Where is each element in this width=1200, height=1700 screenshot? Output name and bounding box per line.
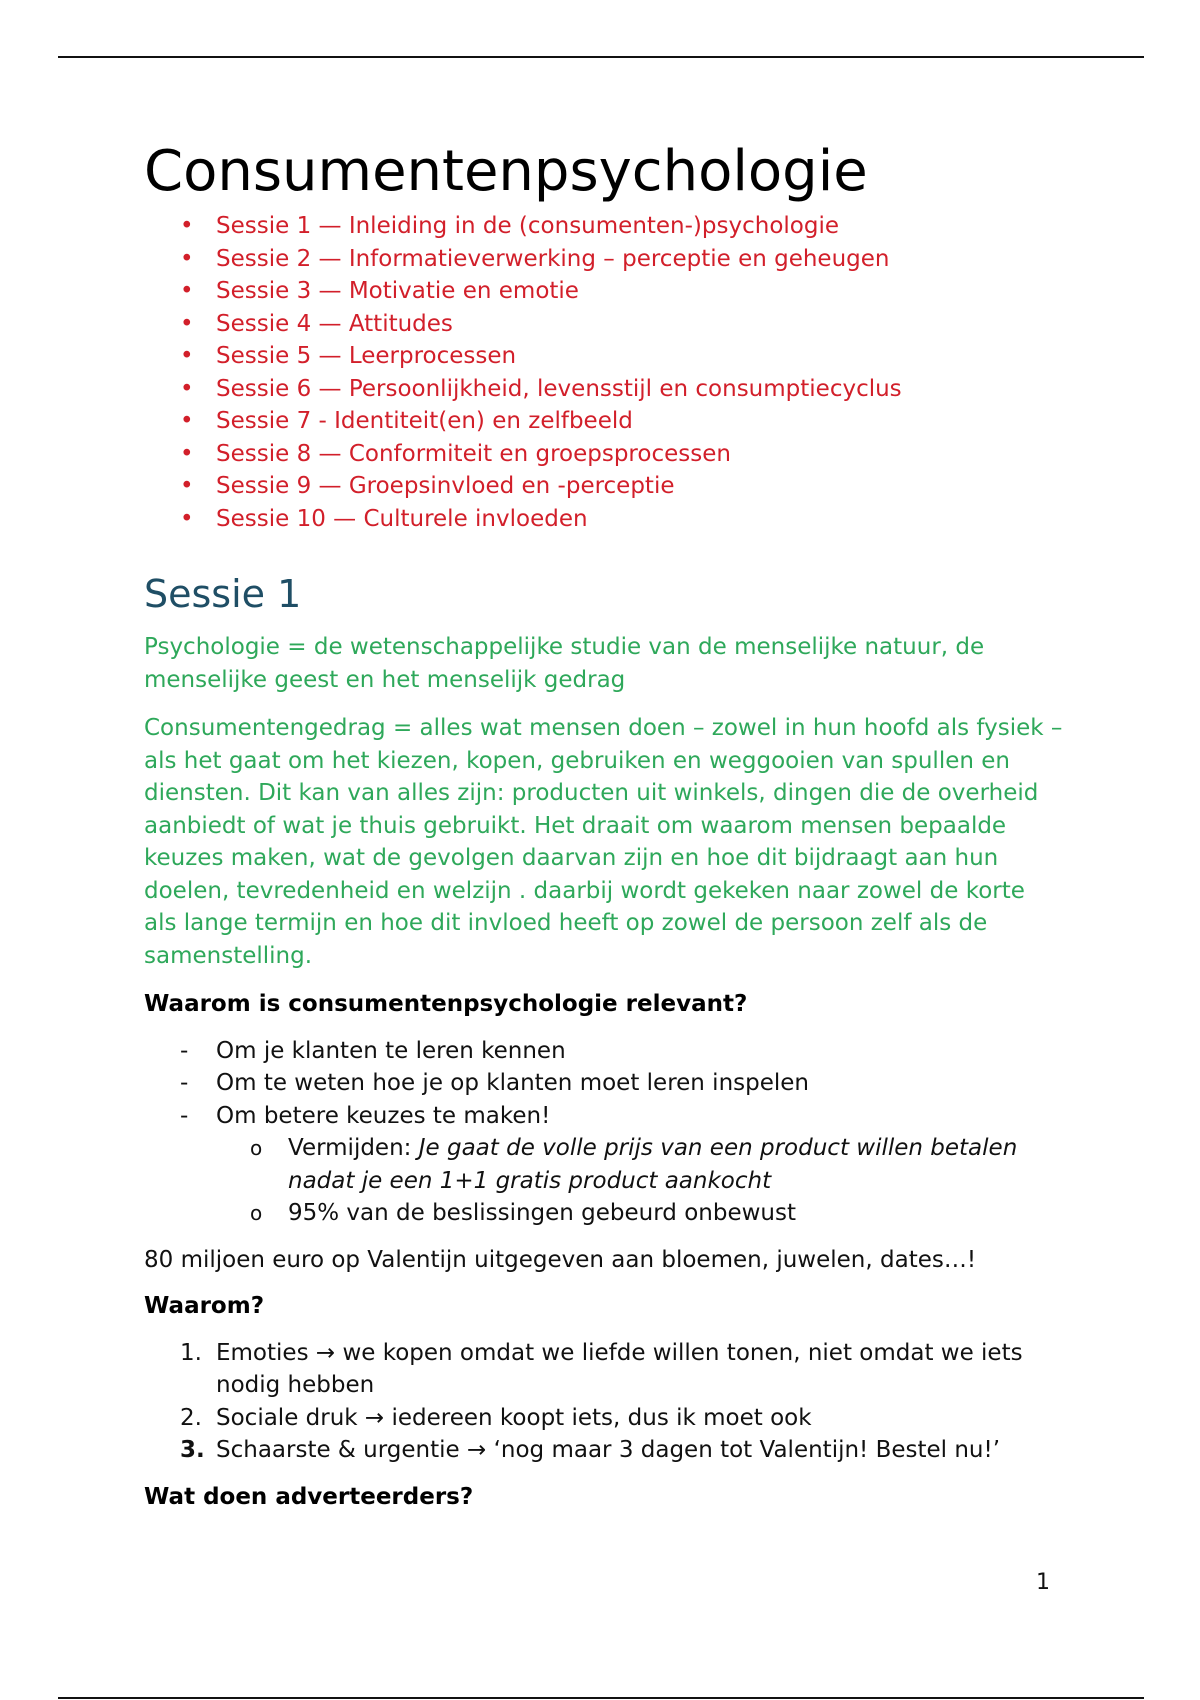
toc-item[interactable] [144,308,1064,341]
valentine-fact: 80 miljoen euro op Valentijn uitgegeven aan bloemen, juwelen, dates…! [144,1246,977,1273]
why-question: Waarom? [144,1293,265,1319]
toc-item[interactable] [144,340,1064,373]
list-number: 1. [180,1339,202,1366]
circle-bullet-icon: o [250,1201,263,1225]
dash-icon: - [180,1037,189,1064]
bullet-icon: • [180,408,194,434]
toc-item-label: Sessie 6 — Persoonlijkheid, levensstijl en consumptiecyclus [216,375,902,402]
list-item [144,1067,1064,1100]
toc-item[interactable] [144,503,1064,536]
sub-list [216,1132,1064,1230]
document-body [144,140,1064,1527]
list-item-text: Sociale druk → iedereen koopt iets, dus ik moet ook [216,1404,812,1431]
bullet-icon: • [180,310,194,337]
toc-item[interactable] [144,275,1064,308]
definition-consumentengedrag: Consumentengedrag = alles wat mensen doen – zowel in hun hoofd als fysiek – als het gaat om het kiezen, kopen, gebruiken en weggooien van spullen en diensten. Dit kan van alles zijn: producten uit winkels, dingen die de overheid aanbiedt of wat je thuis gebruikt. Het draait om waarom mensen bepaalde keuzes maken, wat de gevolgen daarvan zijn en hoe dit bijdraagt aan hun doelen, tevredenheid en welzijn . daarbij wordt gekeken naar zowel de korte als lange termijn en hoe dit invloed heeft op zowel de persoon zelf als de samenstelling. [144,715,1063,969]
section-heading: Sessie 1 [144,572,302,616]
header-rule [58,56,1144,58]
toc-item[interactable] [144,470,1064,503]
dash-icon: - [180,1070,189,1096]
bullet-icon: • [180,245,194,272]
list-item-text: Schaarste & urgentie → ‘nog maar 3 dagen tot Valentijn! Bestel nu!’ [216,1437,1001,1463]
toc-item[interactable] [144,405,1064,438]
definition-psychologie: Psychologie = de wetenschappelijke studie van de menselijke natuur, de menselijke geest en het menselijk gedrag [144,634,985,693]
page-number: 1 [1036,1570,1050,1595]
bullet-icon: • [180,375,194,402]
unconscious-fact: 95% van de beslissingen gebeurd onbewust [288,1200,796,1226]
list-item-text: Om betere keuzes te maken! [216,1102,551,1129]
toc-item-label: Sessie 10 — Culturele invloeden [216,505,588,532]
list-item [144,1035,1064,1068]
avoid-example: Je gaat de volle prijs van een product willen betalen nadat je een 1+1 gratis product aankocht [288,1135,1018,1194]
toc-item-label: Sessie 7 - Identiteit(en) en zelfbeeld [216,408,633,434]
document-title: Consumentenpsychologie [144,139,868,204]
toc-item[interactable] [144,373,1064,406]
sub-list-item [216,1197,1064,1230]
toc-item-label: Sessie 1 — Inleiding in de (consumenten-)psychologie [216,213,839,239]
toc-item[interactable] [144,210,1064,243]
list-item-text: Om je klanten te leren kennen [216,1037,566,1064]
bullet-icon: • [180,440,194,467]
bullet-icon: • [180,473,194,499]
list-item [144,1434,1064,1467]
advertisers-question: Wat doen adverteerders? [144,1483,474,1510]
footer-rule [58,1697,1144,1699]
bullet-icon: • [180,505,194,532]
list-item [144,1402,1064,1435]
list-item-text: Om te weten hoe je op klanten moet leren inspelen [216,1070,810,1096]
bullet-icon: • [180,213,194,239]
toc-item[interactable] [144,243,1064,276]
bullet-icon: • [180,278,194,304]
table-of-contents [144,210,1064,535]
toc-item-label: Sessie 8 — Conformiteit en groepsprocessen [216,440,731,467]
sub-list-item [216,1132,1064,1197]
toc-item-label: Sessie 9 — Groepsinvloed en -perceptie [216,473,675,499]
list-number: 2. [180,1404,202,1431]
list-item-text: Emoties → we kopen omdat we liefde willen tonen, niet omdat we iets nodig hebben [216,1339,1023,1398]
toc-item-label: Sessie 3 — Motivatie en emotie [216,278,579,304]
list-number: 3. [180,1437,205,1463]
toc-item-label: Sessie 5 — Leerprocessen [216,343,517,369]
list-item [144,1337,1064,1402]
dash-icon: - [180,1102,189,1129]
list-item [144,1100,1064,1230]
toc-item-label: Sessie 2 — Informatieverwerking – perceptie en geheugen [216,245,890,272]
relevance-question: Waarom is consumentenpsychologie relevant? [144,991,748,1017]
reasons-list [144,1337,1064,1467]
circle-bullet-icon: o [250,1136,263,1160]
bullet-icon: • [180,343,194,369]
relevance-list [144,1035,1064,1230]
avoid-label: Vermijden: [288,1135,419,1161]
toc-item[interactable] [144,438,1064,471]
toc-item-label: Sessie 4 — Attitudes [216,310,453,337]
